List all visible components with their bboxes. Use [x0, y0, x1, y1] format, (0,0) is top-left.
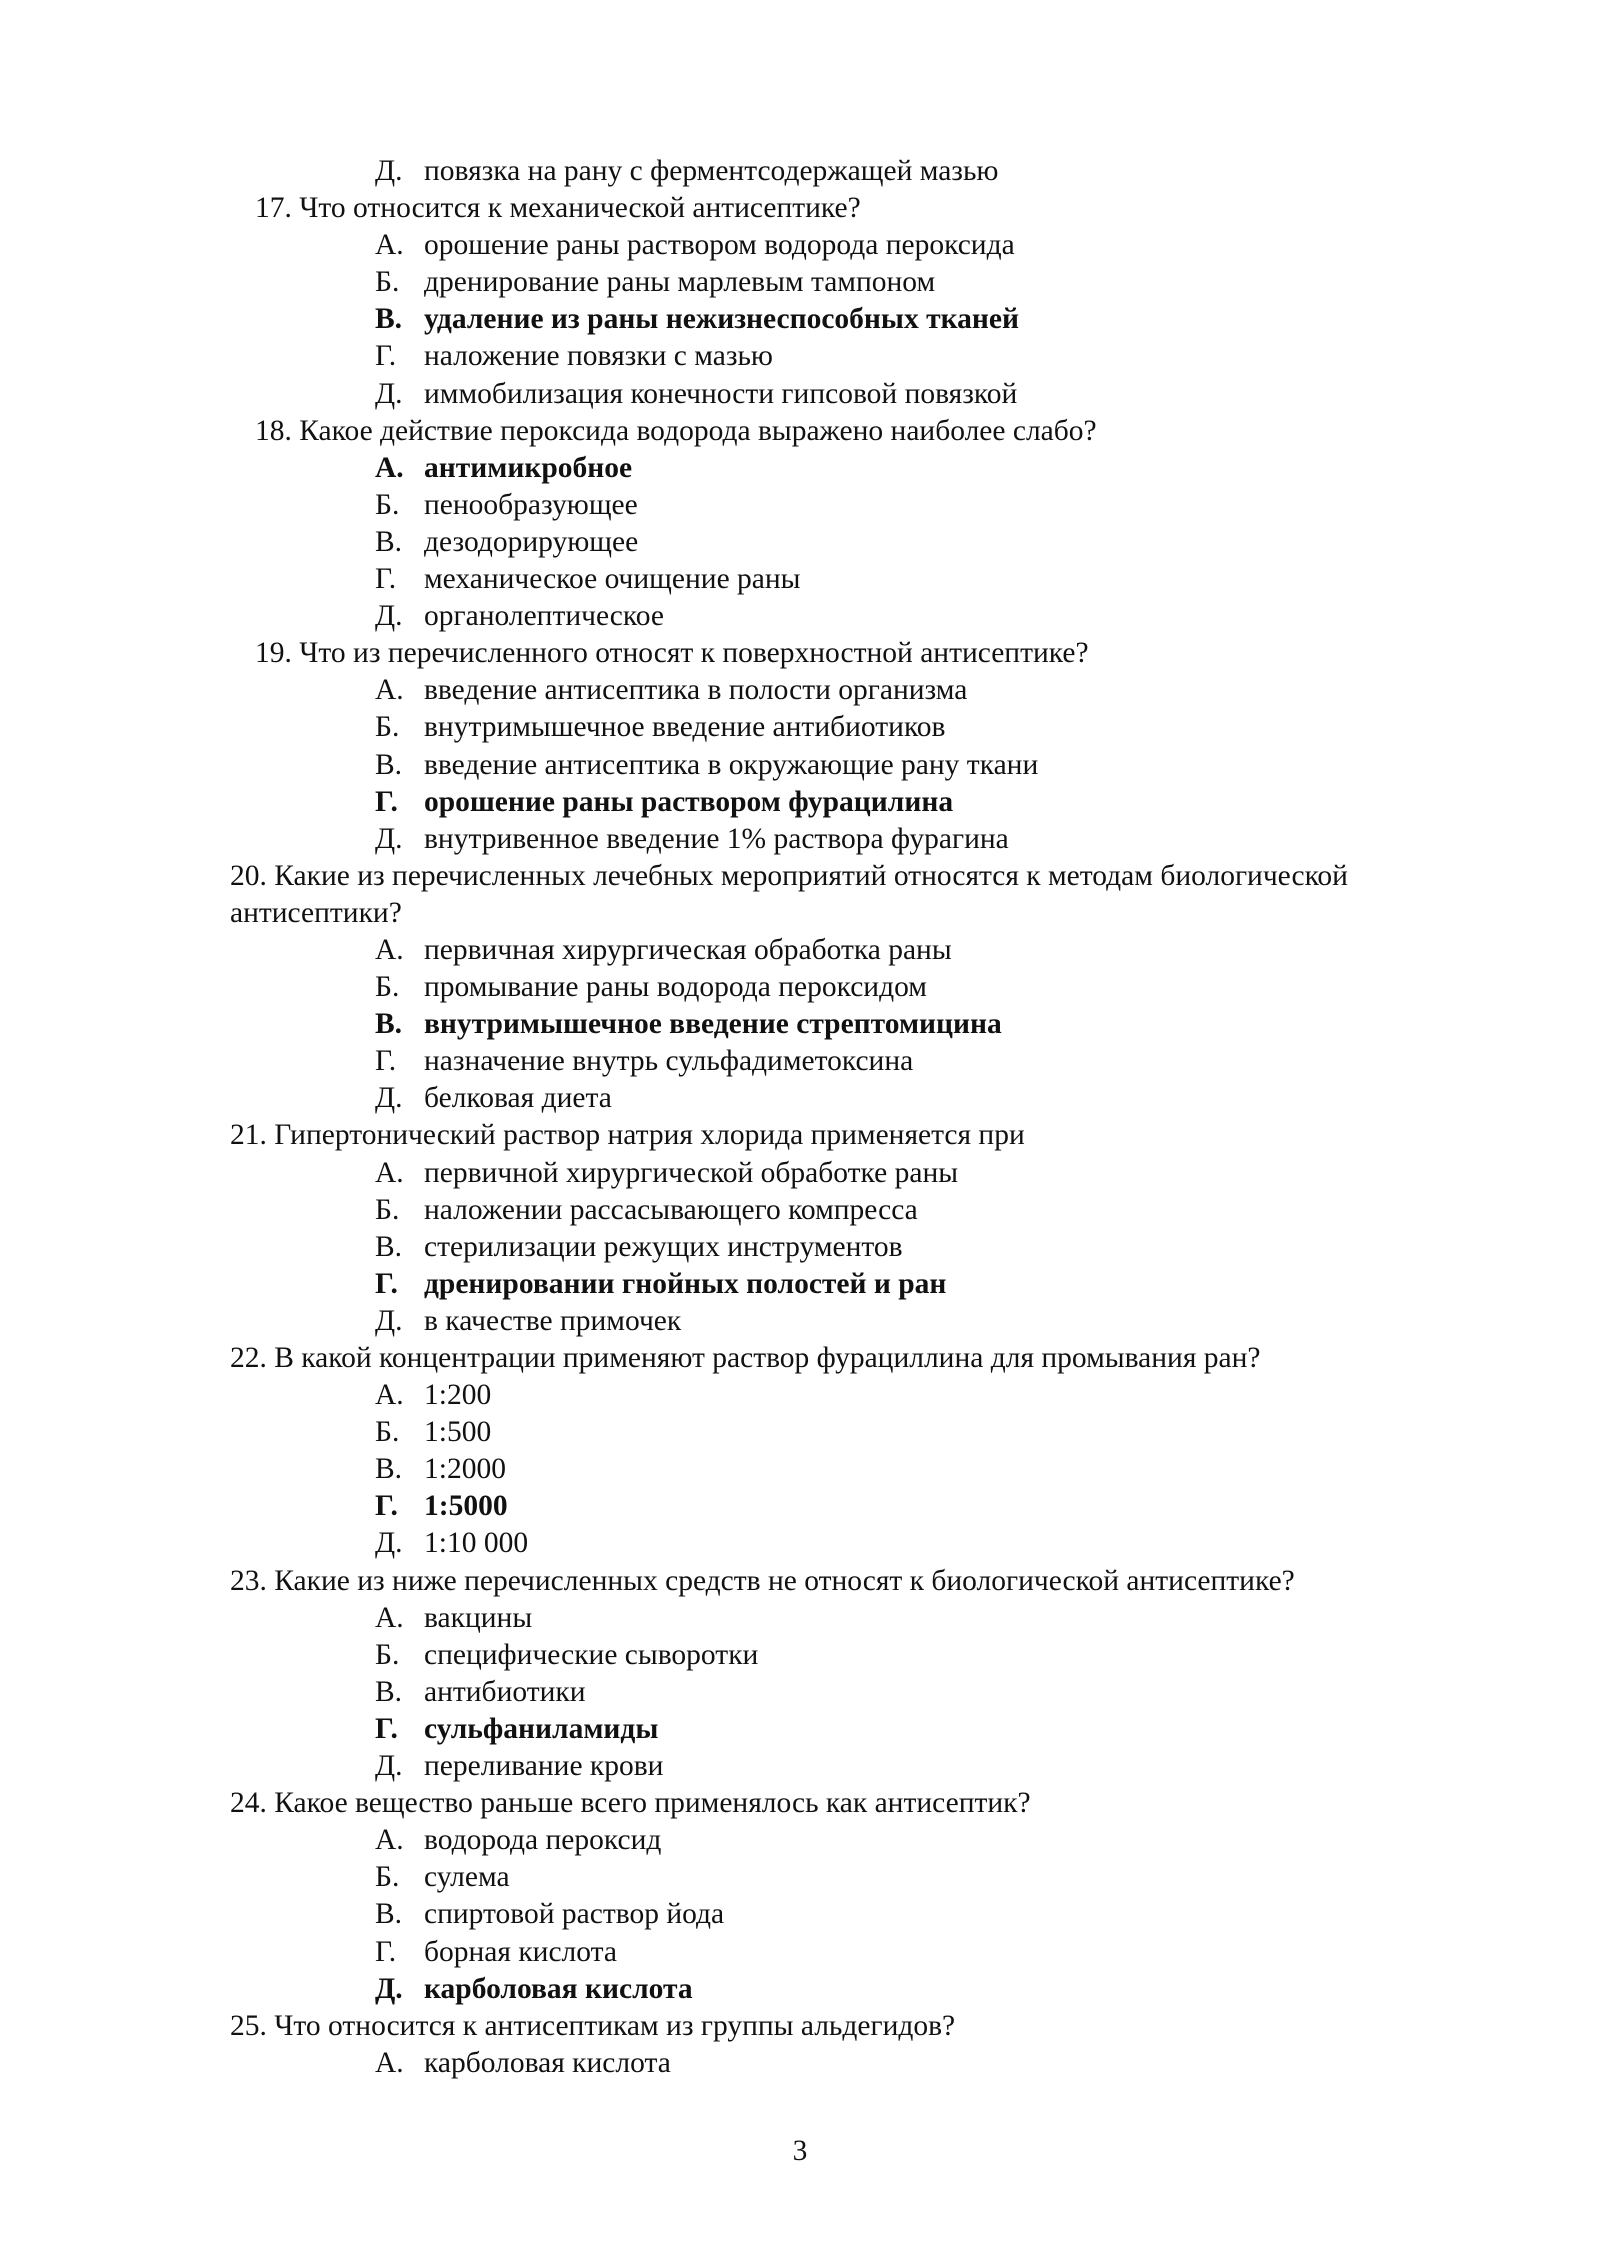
option-letter: Б. — [375, 1638, 400, 1671]
option-text: дренирование раны марлевым тампоном — [424, 266, 936, 299]
option-text: карболовая кислота — [424, 1972, 693, 2005]
option-text: иммобилизация конечности гипсовой повязкой — [424, 377, 1018, 410]
option-text: антимикробное — [424, 451, 633, 484]
option-letter: Д. — [375, 155, 403, 187]
option-line — [0, 2045, 1600, 2082]
question-block — [0, 190, 1600, 413]
option-line — [0, 747, 1600, 784]
option-letter: Д. — [375, 377, 403, 410]
option-letter: Б. — [375, 488, 400, 521]
option-text: введение антисептика в окружающие рану ткани — [424, 748, 1039, 781]
option-line — [0, 1896, 1600, 1933]
option-text: 1:2000 — [424, 1453, 506, 1486]
option-text: карболовая кислота — [424, 2046, 671, 2079]
option-letter: А. — [375, 451, 404, 484]
option-text: белковая диета — [424, 1082, 612, 1115]
option-line — [0, 1451, 1600, 1488]
option-letter: В. — [375, 1008, 403, 1041]
question-block — [0, 413, 1600, 636]
option-letter: В. — [375, 525, 403, 558]
option-letter: Д. — [375, 1527, 403, 1560]
option-letter: А. — [375, 1156, 404, 1189]
option-letter: Д. — [375, 822, 403, 855]
option-line — [0, 1080, 1600, 1117]
option-text: сульфаниламиды — [424, 1712, 659, 1745]
option-letter: А. — [375, 1601, 404, 1634]
question-text-continuation: антисептики? — [230, 896, 402, 929]
option-letter: Б. — [375, 1193, 400, 1226]
option-letter: В. — [375, 1453, 403, 1486]
option-letter: Б. — [375, 1416, 400, 1449]
option-line-correct — [0, 1266, 1600, 1303]
option-text: водорода пероксид — [424, 1824, 662, 1857]
option-text: внутривенное введение 1% раствора фурагина — [424, 822, 1009, 855]
option-letter: Г. — [375, 340, 397, 373]
option-text: первичная хирургическая обработка раны — [424, 933, 952, 966]
question-text: 24. Какое вещество раньше всего применялось как антисептик? — [230, 1787, 1031, 1820]
option-line-correct — [0, 450, 1600, 487]
option-letter: Б. — [375, 1861, 400, 1894]
option-text: повязка на рану с ферментсодержащей мазью — [424, 155, 999, 187]
option-text: механическое очищение раны — [424, 563, 801, 596]
question-block — [0, 1117, 1600, 1340]
option-text: первичной хирургической обработке раны — [424, 1156, 959, 1189]
option-line-correct — [0, 1711, 1600, 1748]
option-line — [0, 709, 1600, 746]
option-letter: Д. — [375, 1304, 403, 1337]
option-letter: В. — [375, 303, 403, 336]
question-text: 21. Гипертонический раствор натрия хлорида применяется при — [230, 1119, 1025, 1152]
option-line — [0, 598, 1600, 635]
option-letter: Д. — [375, 1750, 403, 1783]
option-letter: Г. — [375, 1712, 398, 1745]
option-line-correct — [0, 1006, 1600, 1043]
option-line — [0, 1859, 1600, 1896]
option-letter: В. — [375, 748, 403, 781]
option-text: пенообразующее — [424, 488, 638, 521]
option-letter: Б. — [375, 971, 400, 1004]
option-letter: А. — [375, 674, 404, 707]
option-letter: Г. — [375, 1045, 397, 1078]
option-text: назначение внутрь сульфадиметоксина — [424, 1045, 914, 1078]
option-text: орошение раны раствором водорода пероксида — [424, 229, 1015, 262]
option-line — [0, 1043, 1600, 1080]
option-line — [0, 969, 1600, 1006]
option-text: наложение повязки с мазью — [424, 340, 773, 373]
option-line — [0, 561, 1600, 598]
question-block — [0, 635, 1600, 858]
question-block — [0, 2008, 1600, 2082]
option-text: наложении рассасывающего компресса — [424, 1193, 918, 1226]
question-text: 23. Какие из ниже перечисленных средств не относят к биологической антисептике? — [230, 1564, 1295, 1597]
option-line — [0, 1674, 1600, 1711]
option-line — [0, 264, 1600, 301]
option-line — [0, 1600, 1600, 1637]
option-text: антибиотики — [424, 1675, 586, 1708]
option-line — [0, 1748, 1600, 1785]
option-letter: Г. — [375, 563, 397, 596]
option-text: борная кислота — [424, 1935, 617, 1968]
option-text: дезодорирующее — [424, 525, 639, 558]
option-text: внутримышечное введение стрептомицина — [424, 1008, 1002, 1041]
option-letter: Г. — [375, 1267, 398, 1300]
option-text: спиртовой раствор йода — [424, 1898, 725, 1931]
option-line — [0, 1934, 1600, 1971]
question-block — [0, 1563, 1600, 1786]
option-text: переливание крови — [424, 1750, 664, 1783]
question-text: 19. Что из перечисленного относят к поверхностной антисептике? — [255, 637, 1089, 670]
option-letter: В. — [375, 1230, 403, 1263]
option-line — [0, 487, 1600, 524]
option-line — [0, 376, 1600, 413]
question-block — [0, 1340, 1600, 1563]
option-line — [0, 1414, 1600, 1451]
option-letter: В. — [375, 1675, 403, 1708]
option-line — [0, 1822, 1600, 1859]
question-text: 17. Что относится к механической антисептике? — [255, 192, 861, 225]
option-text: сулема — [424, 1861, 510, 1894]
option-letter: Г. — [375, 785, 398, 818]
option-letter: Д. — [375, 600, 403, 633]
option-line — [0, 338, 1600, 375]
question-block — [0, 1785, 1600, 2008]
option-line — [0, 1192, 1600, 1229]
option-line — [0, 1229, 1600, 1266]
question-text: 25. Что относится к антисептикам из группы альдегидов? — [230, 2009, 956, 2042]
question-text: 18. Какое действие пероксида водорода выражено наиболее слабо? — [255, 414, 1097, 447]
option-line — [0, 1637, 1600, 1674]
question-text: 22. В какой концентрации применяют раствор фурациллина для промывания ран? — [230, 1342, 1261, 1374]
option-letter: А. — [375, 933, 404, 966]
option-line-correct — [0, 1488, 1600, 1525]
option-letter: Д. — [375, 1082, 403, 1115]
option-text: 1:200 — [424, 1379, 492, 1412]
option-line — [0, 672, 1600, 709]
question-text: 20. Какие из перечисленных лечебных мероприятий относятся к методам биологической — [230, 859, 1348, 892]
option-text: стерилизации режущих инструментов — [424, 1230, 903, 1263]
option-text: 1:10 000 — [424, 1527, 529, 1560]
option-line — [0, 153, 1600, 190]
option-text: дренировании гнойных полостей и ран — [424, 1267, 947, 1300]
question-list — [0, 190, 1600, 2082]
document-body — [0, 153, 1600, 2082]
option-line-correct — [0, 1971, 1600, 2008]
option-letter: Б. — [375, 711, 400, 744]
option-letter: Г. — [375, 1935, 397, 1968]
option-line — [0, 1377, 1600, 1414]
option-line — [0, 1525, 1600, 1562]
option-text: удаление из раны нежизнеспособных тканей — [424, 303, 1019, 336]
option-text: органолептическое — [424, 600, 664, 633]
option-line-correct — [0, 301, 1600, 338]
option-text: 1:5000 — [424, 1490, 508, 1523]
option-text: в качестве примочек — [424, 1304, 682, 1337]
option-text: внутримышечное введение антибиотиков — [424, 711, 946, 744]
option-letter: Д. — [375, 1972, 403, 2005]
option-letter: А. — [375, 2046, 404, 2079]
option-text: промывание раны водорода пероксидом — [424, 971, 927, 1004]
option-letter: В. — [375, 1898, 403, 1931]
option-text: 1:500 — [424, 1416, 492, 1449]
option-text: специфические сыворотки — [424, 1638, 759, 1671]
option-line — [0, 1303, 1600, 1340]
option-text: орошение раны раствором фурацилина — [424, 785, 954, 818]
option-line — [0, 1155, 1600, 1192]
option-line — [0, 227, 1600, 264]
option-letter: Г. — [375, 1490, 398, 1523]
option-letter: А. — [375, 1379, 404, 1412]
option-text: вакцины — [424, 1601, 533, 1634]
option-letter: Б. — [375, 266, 400, 299]
option-line-correct — [0, 784, 1600, 821]
option-text: введение антисептика в полости организма — [424, 674, 968, 707]
page-number: 3 — [792, 2135, 808, 2167]
option-line — [0, 932, 1600, 969]
option-letter: А. — [375, 1824, 404, 1857]
option-line — [0, 524, 1600, 561]
option-line — [0, 821, 1600, 858]
option-letter: А. — [375, 229, 404, 262]
question-block — [0, 858, 1600, 1118]
